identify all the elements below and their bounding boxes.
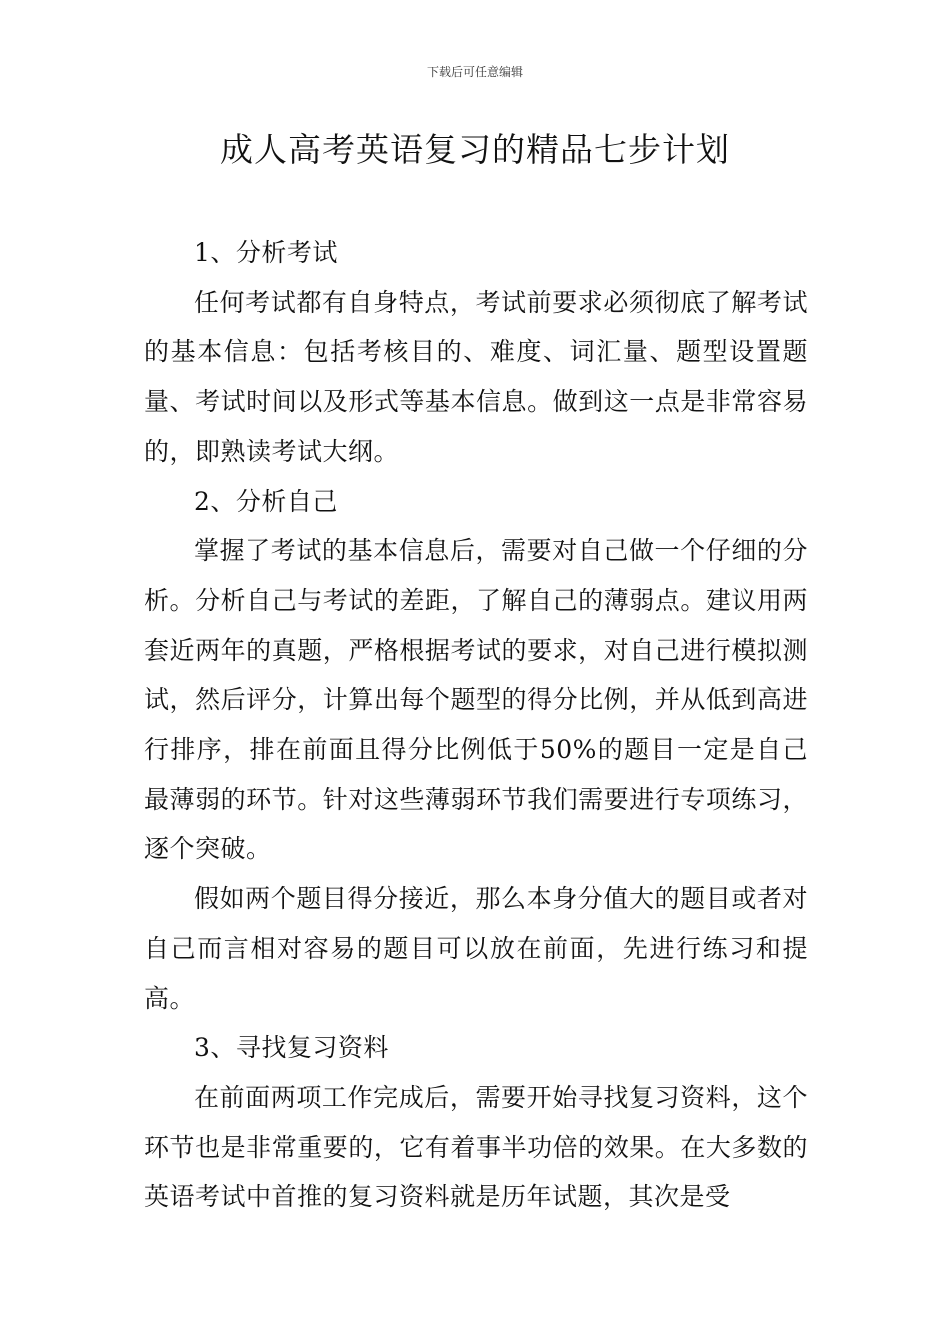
paragraph: 在前面两项工作完成后，需要开始寻找复习资料，这个环节也是非常重要的，它有着事半功倍的效果。在大多数的英语考试中首推的复习资料就是历年试题，其次是受 — [144, 1082, 808, 1212]
section-heading-1: 1、分析考试 — [194, 238, 338, 267]
paragraph: 任何考试都有自身特点，考试前要求必须彻底了解考试的基本信息：包括考核目的、难度、词汇量、题型设置题量、考试时间以及形式等基本信息。做到这一点是非常容易的，即熟读考试大纲。 — [144, 287, 808, 466]
paragraph: 掌握了考试的基本信息后，需要对自己做一个仔细的分析。分析自己与考试的差距，了解自己的薄弱点。建议用两套近两年的真题，严格根据考试的要求，对自己进行模拟测试，然后评分，计算出每个题型的得分比例，并从低到高进行排序，排在前面且得分比例低于50%的题目一定是自己最薄弱的环节。针对这些薄弱环节我们需要进行专项练习，逐个突破。 — [144, 536, 808, 864]
paragraph: 假如两个题目得分接近，那么本身分值大的题目或者对自己而言相对容易的题目可以放在前面，先进行练习和提高。 — [144, 884, 808, 1013]
section-heading-3: 3、寻找复习资料 — [194, 1033, 389, 1063]
document-title: 成人高考英语复习的精品七步计划 — [220, 130, 730, 169]
document-body — [144, 228, 808, 1222]
section-heading-2: 2、分析自己 — [194, 486, 338, 516]
header-note: 下载后可任意编辑 — [426, 65, 523, 79]
